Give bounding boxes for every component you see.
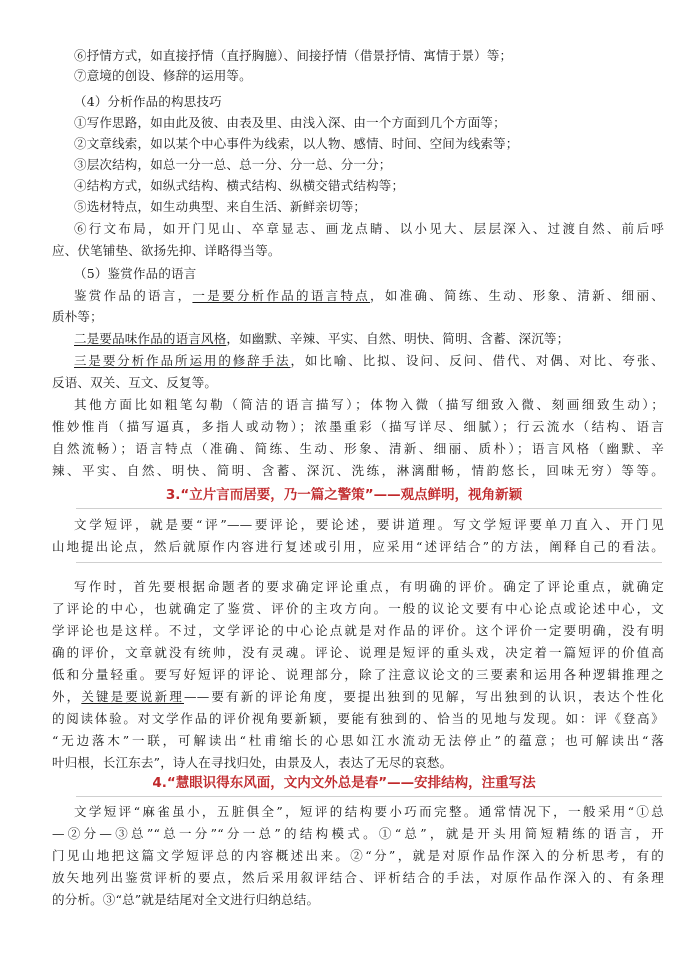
text-line bbox=[74, 329, 664, 349]
key-point-underlined: 三是要分析作品所运用的修辞手法 bbox=[74, 353, 291, 368]
text-line: 文学短评“麻雀虽小，五脏俱全”，短评的结构要小巧而完整。通常情况下，一般采用“①总 bbox=[74, 804, 664, 819]
key-point-underlined: 一是要分析作品的语言特点 bbox=[192, 288, 371, 303]
subsection-heading: （4）分析作品的构思技巧 bbox=[74, 94, 222, 109]
heading-subtitle: ——安排结构，注重写法 bbox=[387, 775, 536, 791]
text-run: ，如比喻、比拟、设问、反问、借代、对偶、对比、夸张、 bbox=[290, 353, 664, 368]
text-run: 外， bbox=[52, 689, 82, 704]
text-line: ⑥行文布局，如开门见山、卒章显志、画龙点睛、以小见大、层层深入、过渡自然、前后呼 bbox=[74, 221, 664, 236]
text-run: 鉴赏作品的语言， bbox=[74, 288, 193, 303]
divider bbox=[76, 562, 662, 563]
text-line bbox=[74, 351, 664, 371]
text-line bbox=[74, 286, 664, 306]
section-heading-4 bbox=[0, 772, 688, 794]
text-line bbox=[52, 687, 664, 707]
text-line: ③层次结构，如总一分一总、总一分、分一总、分一分； bbox=[74, 157, 392, 172]
text-line: 自然流畅）；语言特点（准确、简练、生动、形象、清新、细丽、质朴）；语言风格（幽默、辛 bbox=[52, 441, 664, 456]
text-run: ，如准确、简练、生动、形象、清新、细丽、 bbox=[370, 288, 664, 303]
text-line: 质朴等； bbox=[52, 309, 103, 324]
heading-subtitle: ——观点鲜明，视角新颖 bbox=[373, 487, 523, 503]
text-line: 的阅读体验。对文学作品的评价视角要新颖，要能有独到的、恰当的见地与发现。如：评《登高》 bbox=[52, 711, 664, 726]
text-line: 写作时，首先要根据命题者的要求确定评论重点，有明确的评价。确定了评论重点，就确定 bbox=[74, 579, 664, 594]
text-line: ④结构方式，如纵式结构、横式结构、纵横交错式结构等； bbox=[74, 178, 405, 193]
heading-quote: 3.“立片言而居要，乃一篇之警策” bbox=[165, 487, 374, 503]
text-line: 山地提出论点，然后就原作内容进行复述或引用，应采用“述评结合”的方法，阐释自己的看法。 bbox=[52, 539, 664, 554]
key-point-underlined: 二是要品味作品的语言风格 bbox=[74, 331, 227, 346]
text-line: 学评论也是这样。不过，文学评论的中心论点就是对作品的评价。这个评价一定要明确，没有明 bbox=[52, 623, 664, 638]
divider bbox=[76, 508, 662, 509]
text-line: 反语、双关、互文、反复等。 bbox=[52, 375, 218, 390]
text-line: 门见山地把这篇文学短评总的内容概述出来。②“分”，就是对原作品作深入的分析思考，有的 bbox=[52, 848, 664, 863]
text-line: 叶归根，长江东去”，诗人在寻找归处，由景及人，表达了无尽的哀愁。 bbox=[52, 755, 453, 770]
text-line: 确的评价，文章就没有统帅，没有灵魂。评论、说理是短评的重头戏，决定着一篇短评的价值高 bbox=[52, 645, 664, 660]
heading-quote: 4.“慧眼识得东风面，文内文外总是春” bbox=[152, 775, 388, 791]
text-line: —②分—③总”“总一分”“分一总”的结构模式。①“总”，就是开头用简短精练的语言，开 bbox=[52, 826, 664, 841]
text-line: 惟妙惟肖（描写逼真，多指人或动物）；浓墨重彩（描写详尽、细腻）；行云流水（结构、语言 bbox=[52, 419, 664, 434]
text-line: 的分析。③“总”就是结尾对全文进行归纳总结。 bbox=[52, 892, 320, 907]
text-line: ②文章线索，如以某个中心事件为线索，以人物、感情、时间、空间为线索等； bbox=[74, 136, 519, 151]
text-line: 其他方面比如粗笔勾勒（简洁的语言描写）；体物入微（描写细致入微、刻画细致生动）； bbox=[74, 397, 664, 412]
text-run: ，如幽默、辛辣、平实、自然、明快、简明、含蓄、深沉等； bbox=[226, 331, 570, 346]
key-point-underlined: 关键是要说新理 bbox=[81, 689, 184, 704]
text-line: 应、伏笔铺垫、欲扬先抑、详略得当等。 bbox=[52, 243, 281, 258]
text-run: ——要有新的评论角度，要提出独到的见解，写出独到的认识，表达个性化 bbox=[184, 689, 664, 704]
text-line: 了评论的中心，也就确定了鉴赏、评价的主攻方向。一般的议论文要有中心论点或论述中心，文 bbox=[52, 601, 664, 616]
section-heading-3 bbox=[0, 484, 688, 506]
text-line: 低和分量轻重。要写好短评的评论、说理部分，除了注意议论文的三要素和运用各种逻辑推理之 bbox=[52, 667, 664, 682]
text-line: 辣、平实、自然、明快、简明、含蓄、深沉、洗练，淋漓酣畅，情韵悠长，回味无穷）等等。 bbox=[52, 463, 664, 478]
text-line: “无边落木”一联，可解读出“杜甫缩长的心思如江水流动无法停止”的蕴意；也可解读出“落 bbox=[52, 733, 664, 748]
text-line: 文学短评，就是要“评”——要评论，要论述，要讲道理。写文学短评要单刀直入、开门见 bbox=[74, 517, 664, 532]
text-line: 放矢地列出鉴赏评析的要点，然后采用叙评结合、评析结合的手法，对原作品作深入的、有条理 bbox=[52, 870, 664, 885]
text-line: ①写作思路，如由此及彼、由表及里、由浅入深、由一个方面到几个方面等； bbox=[74, 115, 506, 130]
subsection-heading: （5）鉴赏作品的语言 bbox=[74, 266, 197, 281]
text-line: ⑦意境的创设、修辞的运用等。 bbox=[74, 68, 252, 83]
text-line: ⑥抒情方式，如直接抒情（直抒胸臆）、间接抒情（借景抒情、寓情于景）等； bbox=[74, 48, 513, 63]
divider bbox=[76, 796, 662, 797]
text-line: ⑤选材特点，如生动典型、来自生活、新鲜亲切等； bbox=[74, 199, 367, 214]
